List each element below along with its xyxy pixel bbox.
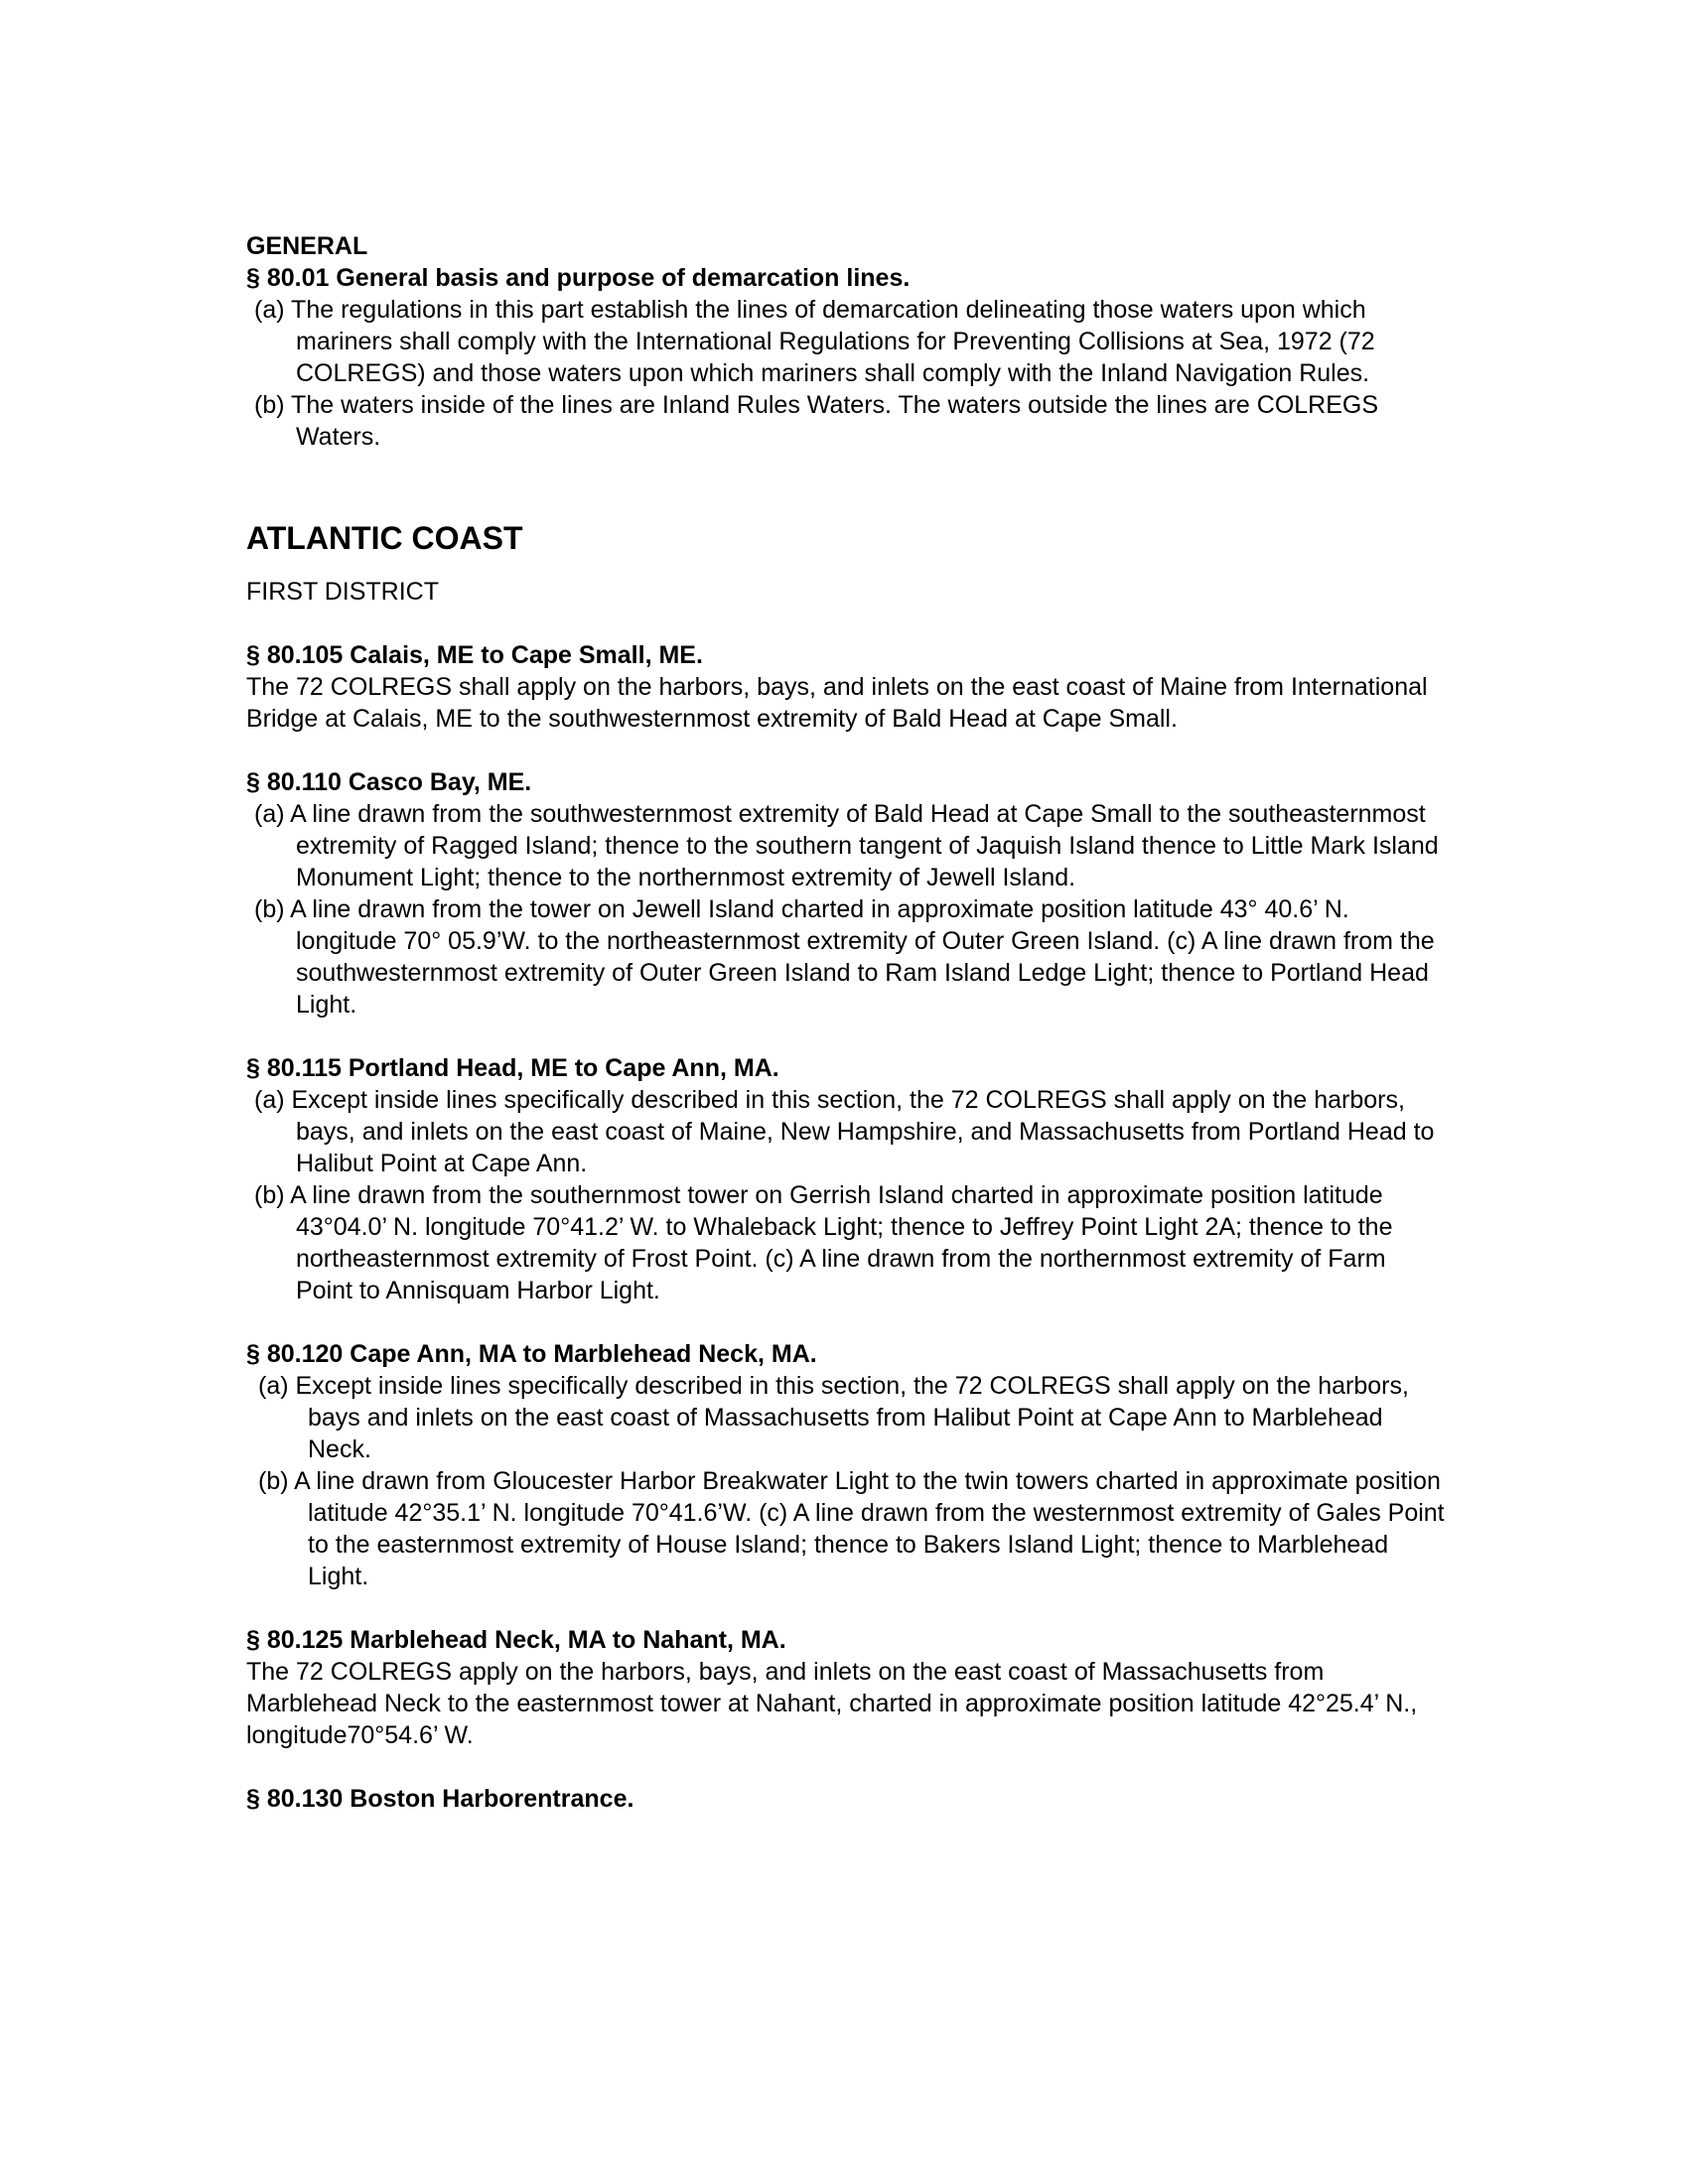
section-80-110-title: § 80.110 Casco Bay, ME. xyxy=(246,768,532,796)
section-80-120-a: (a) Except inside lines specifically described in this section, the 72 COLREGS shall apply on the harbors, bays and inlets on the east coast of Massachusetts from Halibut Point at Cape Ann to Marblehead Neck. xyxy=(258,1372,1409,1463)
section-80-130-title: § 80.130 Boston Harborentrance. xyxy=(246,1785,634,1813)
document-page xyxy=(246,230,1448,1815)
section-80-110-a: (a) A line drawn from the southwesternmost extremity of Bald Head at Cape Small to the southeasternmost extremity of Ragged Island; thence to the southern tangent of Jaquish Island thence to Little Mark Island Monument Light; thence to the northernmost extremity of Jewell Island. xyxy=(254,800,1439,891)
section-80-125-title: § 80.125 Marblehead Neck, MA to Nahant, MA. xyxy=(246,1626,786,1654)
section-80-105-title: § 80.105 Calais, ME to Cape Small, ME. xyxy=(246,641,703,669)
section-80-01-title: § 80.01 General basis and purpose of demarcation lines. xyxy=(246,264,911,292)
section-80-120-title: § 80.120 Cape Ann, MA to Marblehead Neck, MA. xyxy=(246,1340,817,1368)
section-80-01-a: (a) The regulations in this part establish the lines of demarcation delineating those waters upon which mariners shall comply with the International Regulations for Preventing Collisions at Sea, 1972 (72 COLREGS) and those waters upon which mariners shall comply with the Inland Navigation Rules. xyxy=(254,296,1375,387)
section-80-115-a: (a) Except inside lines specifically described in this section, the 72 COLREGS shall apply on the harbors, bays, and inlets on the east coast of Maine, New Hampshire, and Massachusetts from Portland Head to Halibut Point at Cape Ann. xyxy=(254,1086,1435,1177)
general-heading: GENERAL xyxy=(246,232,368,260)
atlantic-coast-heading: ATLANTIC COAST xyxy=(246,520,523,556)
section-80-115-b: (b) A line drawn from the southernmost tower on Gerrish Island charted in approximate position latitude 43°04.0’ N. longitude 70°41.2’ W. to Whaleback Light; thence to Jeffrey Point Light 2A; thence to the northeasternmost extremity of Frost Point. (c) A line drawn from the northernmost extremity of Farm Point to Annisquam Harbor Light. xyxy=(254,1181,1393,1304)
section-80-115-title: § 80.115 Portland Head, ME to Cape Ann, MA. xyxy=(246,1054,779,1082)
section-80-125-body: The 72 COLREGS apply on the harbors, bays, and inlets on the east coast of Massachusetts from Marblehead Neck to the easternmost tower at Nahant, charted in approximate position latitude 42°25.4’ N., longitude70°54.6’ W. xyxy=(246,1658,1418,1749)
section-80-110-b: (b) A line drawn from the tower on Jewell Island charted in approximate position latitude 43° 40.6’ N. longitude 70° 05.9’W. to the northeasternmost extremity of Outer Green Island. (c) A line drawn from the southwesternmost extremity of Outer Green Island to Ram Island Ledge Light; thence to Portland Head Light. xyxy=(254,895,1435,1019)
section-80-105-body: The 72 COLREGS shall apply on the harbors, bays, and inlets on the east coast of Maine from International Bridge at Calais, ME to the southwesternmost extremity of Bald Head at Cape Small. xyxy=(246,673,1428,733)
section-80-01-b: (b) The waters inside of the lines are Inland Rules Waters. The waters outside the lines are COLREGS Waters. xyxy=(254,391,1379,451)
section-80-120-b: (b) A line drawn from Gloucester Harbor Breakwater Light to the twin towers charted in approximate position latitude 42°35.1’ N. longitude 70°41.6’W. (c) A line drawn from the westernmost extremity of Gales Point to the easternmost extremity of House Island; thence to Bakers Island Light; thence to Marblehead Light. xyxy=(258,1467,1445,1590)
district-label: FIRST DISTRICT xyxy=(246,578,439,606)
